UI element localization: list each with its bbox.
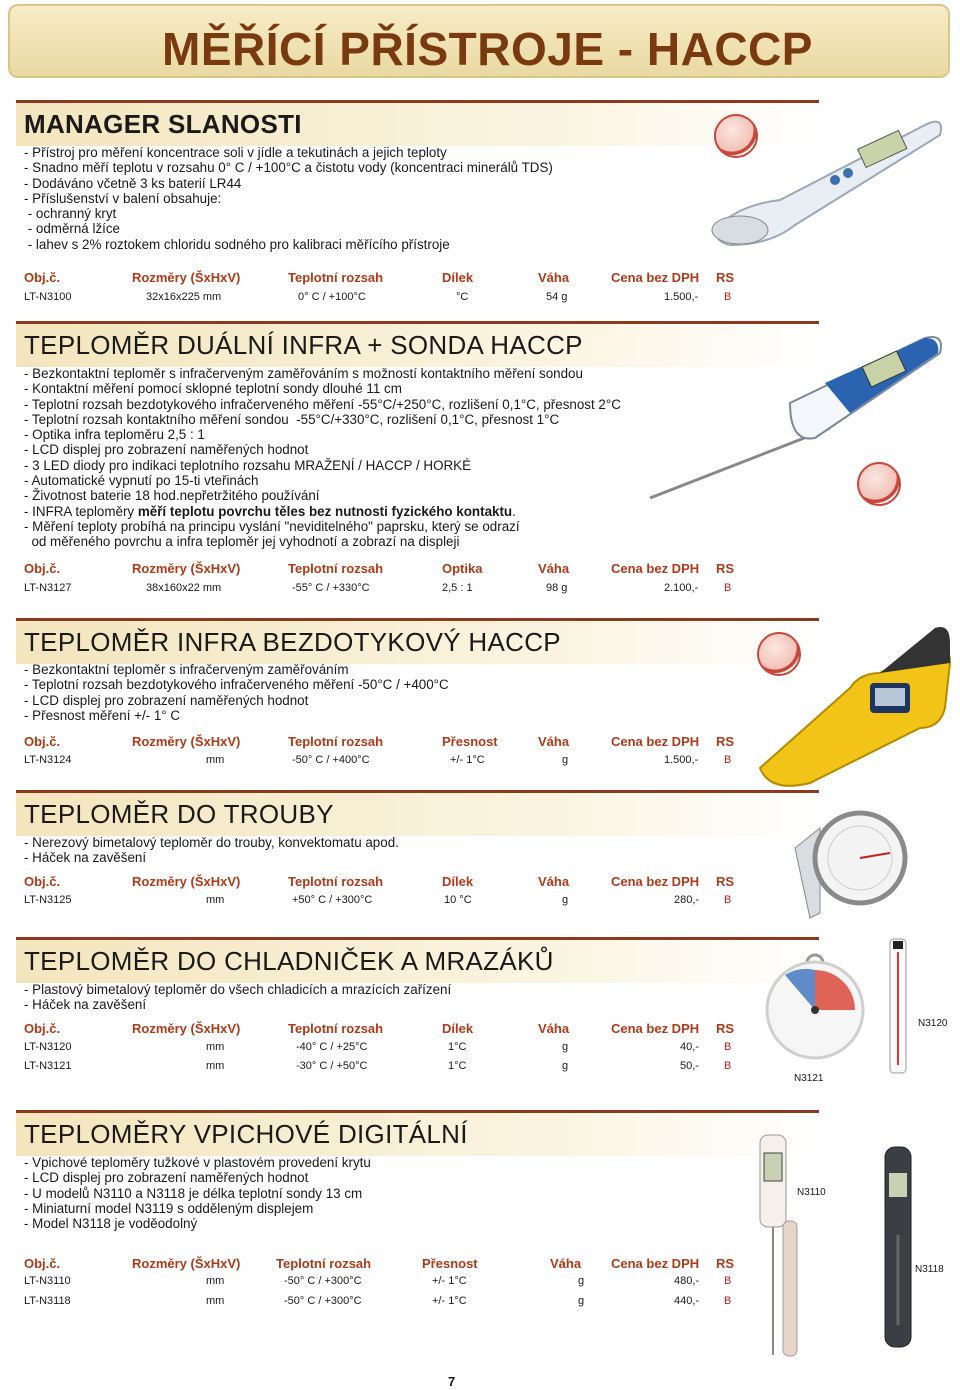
col-header: RS xyxy=(716,561,735,576)
feature-item: - Měření teploty probíhá na principu vyslání "neviditelného" paprsku, který se odrazí xyxy=(24,518,520,534)
dual-thermometer-image xyxy=(640,333,950,508)
table-cell: mm xyxy=(206,754,225,766)
feature-list xyxy=(24,1155,371,1231)
section-heading xyxy=(16,790,819,836)
table-cell: g xyxy=(562,1041,569,1053)
table-cell: B xyxy=(724,754,732,766)
product-caption: N3121 xyxy=(794,1073,824,1084)
salinity-meter-image xyxy=(700,105,950,255)
table-cell: LT-N3100 xyxy=(24,291,72,303)
col-header: Cena bez DPH xyxy=(611,1256,700,1271)
feature-item: - Příslušenství v balení obsahuje: xyxy=(24,190,222,206)
feature-item: - Dodáváno včetně 3 ks baterií LR44 xyxy=(24,175,242,191)
feature-item: - Životnost baterie 18 hod.nepřetržitého používání xyxy=(24,488,320,504)
col-header: Teplotní rozsah xyxy=(288,874,384,889)
page-title: MĚŘÍCÍ PŘÍSTROJE - HACCP xyxy=(162,23,813,75)
table-cell: mm xyxy=(206,1295,225,1307)
feature-item: - LCD displej pro zobrazení naměřených hodnot xyxy=(24,442,309,458)
feature-text: . xyxy=(512,503,516,519)
section-title: TEPLOMĚRY VPICHOVÉ DIGITÁLNÍ xyxy=(24,1119,468,1149)
feature-text-bold: měří teplotu povrchu těles bez nutnosti fyzického kontaktu xyxy=(137,503,513,519)
col-header: Dílek xyxy=(442,874,474,889)
section-title: TEPLOMĚR DUÁLNÍ INFRA + SONDA HACCP xyxy=(24,330,583,360)
col-header: Cena bez DPH xyxy=(611,270,700,285)
table-cell: 480,- xyxy=(674,1275,700,1287)
product-caption: N3120 xyxy=(918,1018,948,1029)
section-heading xyxy=(16,100,819,146)
table-cell: B xyxy=(724,1041,732,1053)
feature-item: - Optika infra teploměru 2,5 : 1 xyxy=(24,427,205,443)
col-header: Dílek xyxy=(442,1021,474,1036)
feature-item: - ochranný kryt xyxy=(24,206,117,222)
table-cell: 54 g xyxy=(546,291,568,303)
feature-item: - Model N3118 je voděodolný xyxy=(24,1216,198,1232)
col-header: Váha xyxy=(538,734,570,749)
col-header: Váha xyxy=(550,1256,582,1271)
feature-item: - Automatické vypnutí po 15-ti vteřinách xyxy=(24,473,259,489)
table-cell: -55° C / +330°C xyxy=(292,582,370,594)
col-header: RS xyxy=(716,1256,735,1271)
feature-list xyxy=(24,835,399,866)
col-header: RS xyxy=(716,734,735,749)
table-cell: g xyxy=(578,1295,585,1307)
col-header: Přesnost xyxy=(422,1256,478,1271)
feature-item: - Bezkontaktní teploměr s infračerveným zaměřováním xyxy=(24,662,349,677)
fridge-thermometer-image xyxy=(760,945,870,1065)
col-header: Obj.č. xyxy=(24,561,61,576)
table-cell: mm xyxy=(206,1041,225,1053)
col-header: Cena bez DPH xyxy=(611,874,700,889)
col-header: Váha xyxy=(538,1021,570,1036)
col-header: Obj.č. xyxy=(24,270,61,285)
col-header: Rozměry (ŠxHxV) xyxy=(132,1256,241,1271)
feature-item: - Háček na zavěšení xyxy=(24,850,147,866)
thumbs-up-badge-icon xyxy=(857,462,901,506)
feature-list xyxy=(24,982,451,1013)
feature-item: - odměrná lžíce xyxy=(24,221,121,237)
table-cell: 38x160x22 mm xyxy=(146,582,222,594)
feature-item: - Vpichové teploměry tužkové v plastovém provedení krytu xyxy=(24,1155,371,1170)
table-cell: 1°C xyxy=(448,1060,467,1072)
col-header: Cena bez DPH xyxy=(611,1021,700,1036)
col-header: Rozměry (ŠxHxV) xyxy=(132,1021,241,1036)
table-cell: LT-N3124 xyxy=(24,754,72,766)
col-header: Dílek xyxy=(442,270,474,285)
table-cell: +/- 1°C xyxy=(450,754,485,766)
table-cell: B xyxy=(724,894,732,906)
table-cell: -50° C / +300°C xyxy=(284,1295,362,1307)
table-cell: -50° C / +300°C xyxy=(284,1275,362,1287)
feature-list xyxy=(24,662,449,723)
table-cell: mm xyxy=(206,894,225,906)
table-cell: +/- 1°C xyxy=(432,1275,467,1287)
feature-item: - Teplotní rozsah bezdotykového infračerveného měření -55°C/+250°C, rozlišení 0,1°C, přesnost 2°C xyxy=(24,396,621,412)
col-header: Obj.č. xyxy=(24,1021,61,1036)
table-cell: 0° C / +100°C xyxy=(298,291,366,303)
table-cell: g xyxy=(562,1060,569,1072)
infra-thermometer-image xyxy=(750,618,955,788)
col-header: Přesnost xyxy=(442,734,498,749)
col-header: RS xyxy=(716,270,735,285)
table-cell: 98 g xyxy=(546,582,568,594)
feature-item-infra xyxy=(24,504,621,519)
feature-item: - lahev s 2% roztokem chloridu sodného pro kalibraci měřícího přístroje xyxy=(24,236,450,252)
table-cell: B xyxy=(724,1060,732,1072)
col-header: Cena bez DPH xyxy=(611,561,700,576)
feature-item: - Plastový bimetalový teploměr do všech chladicích a mrazících zařízení xyxy=(24,982,452,997)
feature-list xyxy=(24,366,621,550)
table-cell: 1.500,- xyxy=(664,754,699,766)
product-caption: N3118 xyxy=(915,1264,944,1275)
table-cell: +50° C / +300°C xyxy=(292,894,373,906)
feature-item: - Miniaturní model N3119 s odděleným displejem xyxy=(24,1200,314,1216)
col-header: Rozměry (ŠxHxV) xyxy=(132,874,241,889)
feature-item: - Teplotní rozsah bezdotykového infračerveného měření -50°C / +400°C xyxy=(24,677,449,693)
feature-item: - Kontaktní měření pomocí sklopné teplotní sondy dlouhé 11 cm xyxy=(24,381,402,397)
col-header: RS xyxy=(716,874,735,889)
col-header: Rozměry (ŠxHxV) xyxy=(132,561,241,576)
section-title: TEPLOMĚR DO TROUBY xyxy=(24,799,334,829)
table-cell: 1.500,- xyxy=(664,291,699,303)
table-cell: g xyxy=(578,1275,585,1287)
table-cell: 10 °C xyxy=(444,894,472,906)
feature-item: - Přesnost měření +/- 1° C xyxy=(24,707,181,723)
col-header: Obj.č. xyxy=(24,734,61,749)
table-cell: 32x16x225 mm xyxy=(146,291,222,303)
table-cell: LT-N3120 xyxy=(24,1041,72,1053)
page-number: 7 xyxy=(448,1374,456,1389)
feature-item: od měřeného povrchu a infra teploměr jej vyhodnotí a zobrazí na displeji xyxy=(24,534,460,550)
table-cell: °C xyxy=(456,291,469,303)
table-cell: LT-N3125 xyxy=(24,894,72,906)
product-caption: N3110 xyxy=(797,1187,826,1198)
table-cell: +/- 1°C xyxy=(432,1295,467,1307)
col-header: Teplotní rozsah xyxy=(276,1256,372,1271)
section-heading xyxy=(16,1110,819,1156)
tube-thermometer-image xyxy=(878,937,918,1077)
col-header: Obj.č. xyxy=(24,1256,61,1271)
table-cell: LT-N3121 xyxy=(24,1060,72,1072)
table-cell: 280,- xyxy=(674,894,700,906)
feature-list xyxy=(24,145,553,252)
col-header: Rozměry (ŠxHxV) xyxy=(132,270,241,285)
table-cell: mm xyxy=(206,1060,225,1072)
table-cell: g xyxy=(562,894,569,906)
oven-thermometer-image xyxy=(790,808,920,923)
col-header: Optika xyxy=(442,561,483,576)
page-title-banner xyxy=(8,4,950,78)
table-cell: LT-N3118 xyxy=(24,1295,71,1307)
col-header: Cena bez DPH xyxy=(611,734,700,749)
feature-item: - Teplotní rozsah kontaktního měření sondou -55°C/+330°C, rozlišení 0,1°C, přesnost 1°C xyxy=(24,411,560,427)
col-header: Váha xyxy=(538,874,570,889)
col-header: Váha xyxy=(538,561,570,576)
table-cell: B xyxy=(724,1295,732,1307)
section-heading xyxy=(16,937,819,983)
col-header: Teplotní rozsah xyxy=(288,561,384,576)
table-cell: 2,5 : 1 xyxy=(442,582,473,594)
feature-item: - Snadno měří teplotu v rozsahu 0° C / +100°C a čistotu vody (koncentraci minerálů TDS) xyxy=(24,160,553,176)
col-header: Teplotní rozsah xyxy=(288,734,384,749)
table-cell: g xyxy=(562,754,569,766)
waterproof-thermometer-image xyxy=(880,1145,920,1350)
feature-item: - Přístroj pro měření koncentrace soli v jídle a tekutinách a jejich teploty xyxy=(24,145,447,160)
table-cell: B xyxy=(724,582,732,594)
col-header: Teplotní rozsah xyxy=(288,270,384,285)
col-header: RS xyxy=(716,1021,735,1036)
table-cell: LT-N3110 xyxy=(24,1275,71,1287)
section-title: TEPLOMĚR INFRA BEZDOTYKOVÝ HACCP xyxy=(24,627,561,657)
col-header: Váha xyxy=(538,270,570,285)
feature-item: - 3 LED diody pro indikaci teplotního rozsahu MRAŽENÍ / HACCP / HORKÉ xyxy=(24,457,472,473)
feature-item: - Nerezový bimetalový teploměr do trouby, konvektomatu apod. xyxy=(24,835,399,850)
feature-item: - LCD displej pro zobrazení naměřených hodnot xyxy=(24,1170,309,1186)
table-cell: 50,- xyxy=(680,1060,699,1072)
table-cell: -50° C / +400°C xyxy=(292,754,370,766)
table-cell: mm xyxy=(206,1275,225,1287)
table-cell: 40,- xyxy=(680,1041,699,1053)
table-cell: LT-N3127 xyxy=(24,582,72,594)
feature-item: - Bezkontaktní teploměr s infračerveným zaměřováním s možností kontaktního měření sondou xyxy=(24,366,583,381)
section-title: MANAGER SLANOSTI xyxy=(24,109,302,139)
table-cell: 2.100,- xyxy=(664,582,699,594)
section-heading xyxy=(16,618,819,664)
feature-item: - U modelů N3110 a N3118 je délka teplotní sondy 13 cm xyxy=(24,1185,363,1201)
section-title: TEPLOMĚR DO CHLADNIČEK A MRAZÁKŮ xyxy=(24,946,554,976)
feature-item: - Háček na zavěšení xyxy=(24,997,147,1013)
table-cell: -30° C / +50°C xyxy=(296,1060,368,1072)
col-header: Obj.č. xyxy=(24,874,61,889)
pen-thermometer-image xyxy=(755,1133,815,1358)
table-cell: B xyxy=(724,1275,732,1287)
table-cell: -40° C / +25°C xyxy=(296,1041,368,1053)
feature-text: - INFRA teploměry xyxy=(24,503,138,519)
col-header: Rozměry (ŠxHxV) xyxy=(132,734,241,749)
table-cell: B xyxy=(724,291,732,303)
table-cell: 1°C xyxy=(448,1041,467,1053)
feature-item: - LCD displej pro zobrazení naměřených hodnot xyxy=(24,692,309,708)
table-cell: 440,- xyxy=(674,1295,700,1307)
col-header: Teplotní rozsah xyxy=(288,1021,384,1036)
